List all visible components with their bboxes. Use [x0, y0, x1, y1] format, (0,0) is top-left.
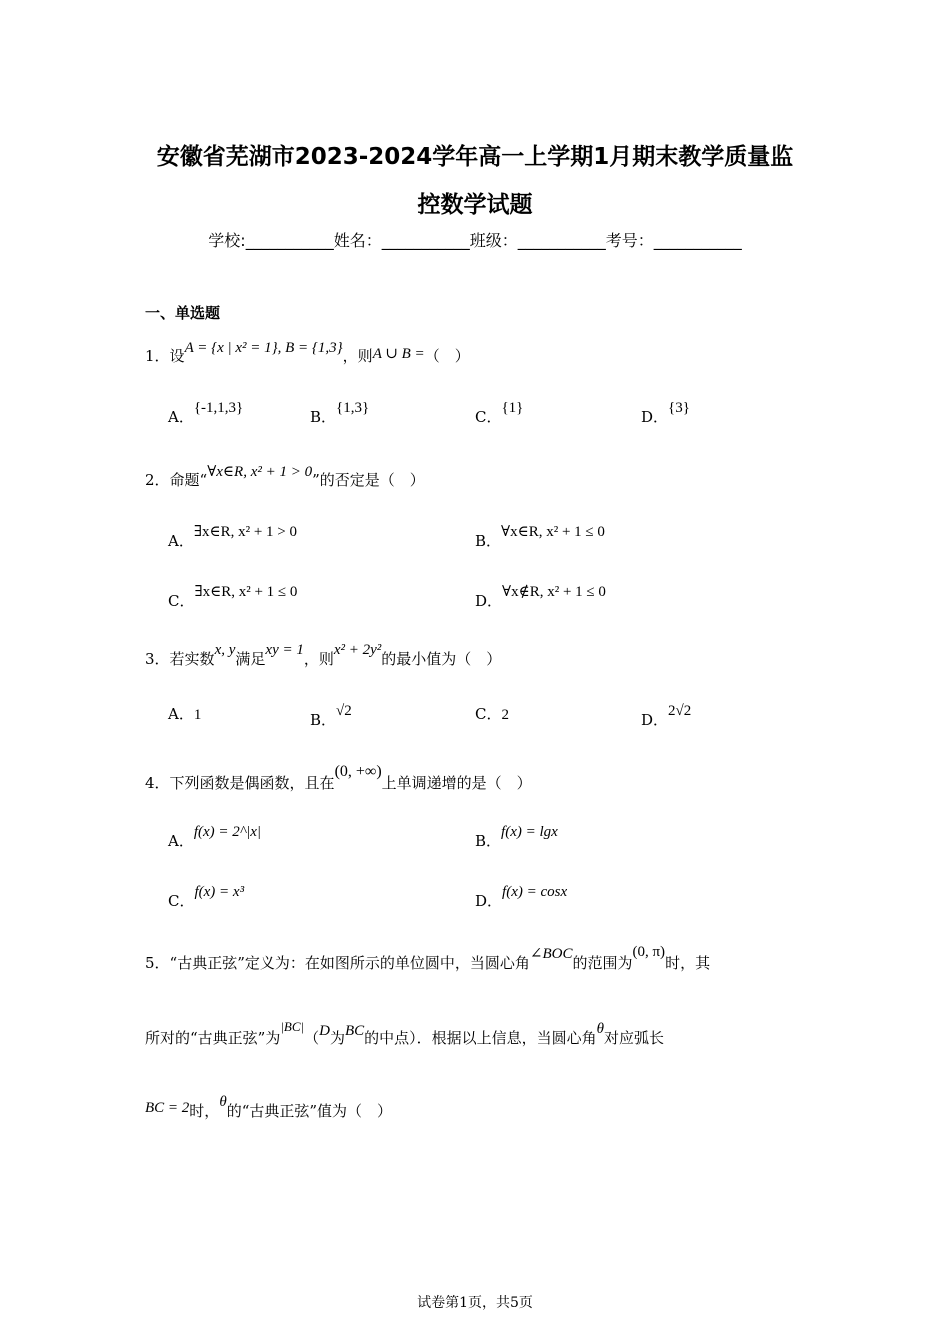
option-a[interactable]: A．∃x∈R, x² + 1 > 0: [168, 524, 298, 550]
option-a[interactable]: A．{-1,1,3}: [168, 400, 244, 426]
question-1: 1．设A = {x | x² = 1}, B = {1,3}，则A ∪ B =（ ）: [145, 340, 470, 365]
option-a[interactable]: A．f(x) = 2^|x|: [168, 824, 262, 850]
section-heading: 一、单选题: [145, 304, 221, 322]
question-5-line-3: BC = 2时，θ的“古典正弦”值为（ ）: [145, 1094, 393, 1120]
page-title-line-1: 安徽省芜湖市2023-2024学年高一上学期1月期末教学质量监: [156, 144, 794, 170]
math-expression: A ∪ B =: [372, 346, 425, 362]
student-info-line: 学校:___________姓名：___________班级：___________考号：___________: [208, 231, 742, 250]
math-expression: |BC|: [280, 1019, 305, 1034]
question-3: 3．若实数x, y满足xy = 1，则x² + 2y²的最小值为（ ）: [145, 642, 502, 668]
option-c[interactable]: C．{1}: [475, 400, 524, 426]
option-c[interactable]: C．2: [475, 705, 509, 723]
option-b[interactable]: B．∀x∈R, x² + 1 ≤ 0: [475, 524, 605, 550]
page-title-line-2: 控数学试题: [417, 192, 533, 218]
option-b[interactable]: B．{1,3}: [310, 400, 370, 426]
math-expression: x, y: [214, 642, 236, 658]
question-5-line-2: 所对的“古典正弦”为|BC|（D为BC的中点）．根据以上信息，当圆心角θ对应弧长: [145, 1019, 665, 1047]
math-expression: ∀x∈R, x² + 1 > 0: [207, 464, 313, 480]
math-expression: (0, +∞): [334, 763, 382, 780]
option-d[interactable]: D．2√2: [641, 703, 692, 729]
question-number: 4．: [145, 774, 170, 792]
option-d[interactable]: D．f(x) = cosx: [475, 884, 568, 910]
option-a[interactable]: A．1: [168, 705, 202, 723]
option-d[interactable]: D．{3}: [641, 400, 690, 426]
option-c[interactable]: C．f(x) = x³: [168, 884, 245, 910]
question-number: 1．: [145, 347, 170, 365]
question-2: 2．命题“∀x∈R, x² + 1 > 0”的否定是（ ）: [145, 464, 425, 489]
math-expression: BC = 2: [145, 1100, 190, 1116]
math-expression: ∠BOC: [529, 946, 573, 962]
page-footer: 试卷第1页，共5页: [417, 1295, 533, 1311]
math-expression: (0, π): [632, 944, 666, 960]
math-expression: xy = 1: [265, 642, 304, 658]
question-5-line-1: 5．“古典正弦”定义为：在如图所示的单位圆中，当圆心角∠BOC的范围为(0, π)时，其: [145, 944, 711, 972]
math-expression: x² + 2y²: [333, 642, 382, 658]
question-number: 5．: [145, 954, 170, 972]
math-expression: A = {x | x² = 1}, B = {1,3}: [184, 340, 343, 356]
option-b[interactable]: B．f(x) = lgx: [475, 824, 558, 850]
option-d[interactable]: D．∀x∉R, x² + 1 ≤ 0: [475, 584, 606, 610]
option-b[interactable]: B．√2: [310, 703, 352, 729]
option-c[interactable]: C．∃x∈R, x² + 1 ≤ 0: [168, 584, 298, 610]
question-number: 2．: [145, 471, 170, 489]
question-4: 4．下列函数是偶函数，且在(0, +∞)上单调递增的是（ ）: [145, 763, 532, 792]
question-number: 3．: [145, 650, 170, 668]
